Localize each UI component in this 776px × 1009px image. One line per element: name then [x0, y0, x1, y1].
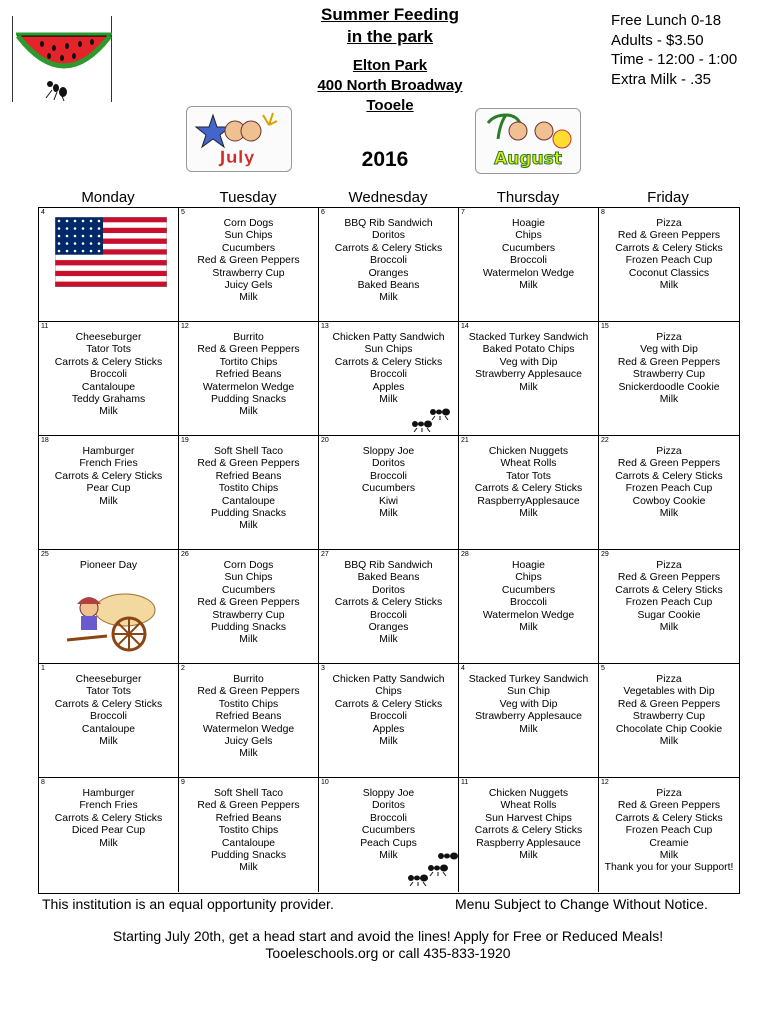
day-number: 7 — [461, 209, 465, 216]
calendar-cell — [179, 436, 319, 550]
menu-item: Strawberry Cup — [632, 711, 706, 723]
day-number: 4 — [461, 665, 465, 672]
day-number: 11 — [41, 323, 49, 330]
venue-city: Tooele — [366, 97, 414, 114]
menu-item: Doritos — [372, 458, 405, 470]
menu-item: Red & Green Peppers — [197, 686, 300, 698]
menu-item: Pizza — [656, 332, 682, 343]
menu-items — [459, 560, 598, 634]
menu-item: Strawberry Cup — [212, 267, 285, 279]
menu-item: Broccoli — [90, 369, 127, 381]
menu-items — [39, 446, 178, 508]
menu-item: Red & Green Peppers — [617, 458, 721, 470]
menu-item: Pizza — [656, 446, 682, 457]
title-block — [290, 4, 490, 48]
menu-item: Red & Green Peppers — [197, 597, 300, 609]
calendar-cell — [319, 436, 459, 550]
day-number: 9 — [181, 779, 185, 786]
day-number: 29 — [601, 551, 609, 558]
menu-item: Chips — [515, 572, 542, 584]
menu-item: Corn Dogs — [223, 560, 274, 571]
menu-item: Teddy Grahams — [71, 394, 146, 406]
menu-item: Milk — [379, 634, 398, 646]
year: 2016 — [361, 148, 409, 171]
menu-item: Diced Pear Cup — [71, 825, 146, 837]
day-number: 6 — [321, 209, 325, 216]
menu-item: Burrito — [233, 674, 264, 685]
calendar-cell — [39, 436, 179, 550]
menu-item: Doritos — [372, 230, 405, 242]
menu-item: Carrots & Celery Sticks — [615, 242, 723, 254]
calendar-cell — [599, 550, 739, 664]
calendar-cell — [459, 550, 599, 664]
menu-items — [319, 332, 458, 406]
menu-item: Pizza — [656, 560, 682, 571]
menu-item: Milk — [659, 394, 679, 406]
menu-item: French Fries — [79, 458, 138, 470]
menu-item: Milk — [519, 280, 538, 292]
menu-item: Vegetables with Dip — [623, 686, 715, 698]
calendar-cell — [179, 664, 319, 778]
menu-item: Sun Chip — [507, 686, 550, 698]
menu-item: Strawberry Applesauce — [475, 711, 582, 723]
weekday-thursday: Thursday — [496, 189, 560, 206]
calendar-cell — [599, 664, 739, 778]
day-number: 13 — [321, 323, 329, 330]
menu-item: Milk — [659, 508, 679, 520]
free-lunch-info: Free Lunch 0-18 — [611, 12, 722, 29]
weekday-monday: Monday — [81, 189, 135, 206]
equal-opportunity-note: This institution is an equal opportunity provider. — [42, 896, 334, 912]
menu-item: Pioneer Day — [79, 560, 138, 571]
subject-to-change-note: Menu Subject to Change Without Notice. — [455, 896, 708, 912]
page-title-line2: in the park — [347, 27, 433, 46]
menu-item: Red & Green Peppers — [617, 800, 721, 812]
day-number: 2 — [181, 665, 185, 672]
menu-item: Milk — [99, 837, 118, 849]
bottom-notice — [0, 928, 776, 962]
july-label: July — [219, 148, 255, 168]
menu-item: Strawberry Cup — [212, 609, 285, 621]
menu-item: Chips — [375, 686, 402, 698]
menu-item: Chicken Patty Sandwich — [332, 674, 445, 685]
august-label: August — [494, 149, 562, 169]
day-number: 20 — [321, 437, 329, 444]
menu-item: Watermelon Wedge — [202, 381, 295, 393]
menu-item: Broccoli — [370, 369, 407, 381]
day-number: 4 — [41, 209, 45, 216]
menu-items — [459, 332, 598, 394]
menu-item: Broccoli — [370, 255, 407, 267]
ants-icon — [409, 404, 455, 432]
menu-item: Pudding Snacks — [210, 394, 287, 406]
day-number: 3 — [321, 665, 325, 672]
menu-items — [319, 218, 458, 305]
menu-item: Hamburger — [82, 788, 135, 799]
menu-item: Pudding Snacks — [210, 508, 287, 520]
menu-item: Red & Green Peppers — [617, 572, 721, 584]
menu-item: BBQ Rib Sandwich — [344, 218, 433, 229]
menu-item: Tortito Chips — [219, 356, 278, 368]
menu-item: Milk — [519, 622, 538, 634]
menu-item: Carrots & Celery Sticks — [334, 597, 443, 609]
calendar-cell — [459, 778, 599, 892]
menu-item: French Fries — [79, 800, 138, 812]
day-number: 5 — [181, 209, 185, 216]
day-number: 8 — [601, 209, 605, 216]
menu-item: Cucumbers — [501, 242, 556, 254]
menu-item: Pizza — [656, 788, 682, 799]
menu-item: Refried Beans — [215, 369, 282, 381]
day-number: 18 — [41, 437, 49, 444]
menu-item: Milk — [659, 736, 679, 748]
menu-item: Wheat Rolls — [500, 800, 557, 812]
menu-item: Corn Dogs — [223, 218, 274, 229]
calendar-cell — [39, 550, 179, 664]
menu-item: Cheeseburger — [75, 674, 142, 685]
menu-items — [39, 674, 178, 748]
menu-item: Veg with Dip — [640, 344, 698, 356]
menu-items — [39, 788, 178, 850]
menu-item: Tator Tots — [506, 470, 551, 482]
menu-item: Wheat Rolls — [500, 458, 557, 470]
menu-item: Milk — [379, 508, 398, 520]
menu-items — [179, 332, 318, 419]
menu-item: Carrots & Celery Sticks — [54, 470, 163, 482]
menu-item: Watermelon Wedge — [482, 609, 575, 621]
menu-item: Carrots & Celery Sticks — [474, 825, 583, 837]
menu-item: Cantaloupe — [81, 723, 136, 735]
menu-item: Milk — [99, 736, 118, 748]
menu-item: Soft Shell Taco — [213, 788, 284, 799]
menu-item: Milk — [239, 520, 258, 532]
menu-items — [179, 560, 318, 647]
calendar-cell — [319, 550, 459, 664]
menu-item: Pudding Snacks — [210, 622, 287, 634]
weekday-tuesday: Tuesday — [219, 189, 277, 206]
menu-item: Sun Chips — [224, 230, 273, 242]
menu-item: Cucumbers — [361, 483, 416, 495]
menu-item: Milk — [659, 280, 679, 292]
menu-item: Carrots & Celery Sticks — [334, 698, 443, 710]
menu-items — [599, 674, 739, 748]
calendar-cell — [459, 208, 599, 322]
menu-item: Creamie — [649, 837, 689, 849]
menu-item: Hoagie — [512, 218, 545, 229]
menu-items — [459, 446, 598, 520]
menu-item: Cucumbers — [221, 584, 276, 596]
calendar-cell — [599, 208, 739, 322]
price-info — [611, 11, 737, 89]
menu-item: Chicken Patty Sandwich — [332, 332, 445, 343]
menu-items — [599, 446, 739, 520]
watermelon-ant-icon — [12, 18, 112, 102]
menu-item: Milk — [519, 508, 538, 520]
menu-item: Cowboy Cookie — [632, 495, 706, 507]
menu-item: Hoagie — [512, 560, 545, 571]
menu-item: Cantaloupe — [221, 837, 276, 849]
menu-item: Oranges — [368, 267, 409, 279]
menu-items — [39, 332, 178, 419]
calendar-cell — [39, 664, 179, 778]
calendar-cell — [319, 208, 459, 322]
day-number: 26 — [181, 551, 189, 558]
menu-item: Red & Green Peppers — [617, 698, 721, 710]
calendar-cell — [39, 778, 179, 892]
menu-item: Broccoli — [370, 812, 407, 824]
venue-name: Elton Park — [352, 57, 428, 74]
menu-item: Watermelon Wedge — [202, 723, 295, 735]
menu-item: Carrots & Celery Sticks — [615, 584, 723, 596]
menu-item: Tator Tots — [86, 686, 131, 698]
menu-item: Sloppy Joe — [362, 446, 415, 457]
menu-item: Tostito Chips — [218, 483, 279, 495]
menu-item: Broccoli — [510, 255, 547, 267]
menu-item: Cucumbers — [361, 825, 416, 837]
menu-item: Carrots & Celery Sticks — [54, 812, 163, 824]
menu-item: Milk — [239, 406, 258, 418]
menu-item: Chicken Nuggets — [488, 788, 569, 799]
menu-item: Chips — [515, 230, 542, 242]
menu-item: Strawberry Applesauce — [475, 369, 582, 381]
day-number: 19 — [181, 437, 189, 444]
menu-item: Frozen Peach Cup — [625, 597, 713, 609]
day-number: 11 — [461, 779, 469, 786]
menu-item: Chicken Nuggets — [488, 446, 569, 457]
menu-item: Watermelon Wedge — [482, 267, 575, 279]
august-badge — [475, 108, 581, 174]
menu-item: Frozen Peach Cup — [625, 255, 713, 267]
weekday-wednesday: Wednesday — [348, 189, 428, 206]
august-clipart-icon — [476, 109, 580, 173]
menu-item: Broccoli — [90, 711, 127, 723]
menu-item: Coconut Classics — [628, 267, 710, 279]
menu-item: Carrots & Celery Sticks — [474, 483, 583, 495]
menu-item: Baked Beans — [357, 572, 420, 584]
day-number: 12 — [601, 779, 609, 786]
menu-item: Milk — [519, 850, 538, 862]
menu-item: Milk — [379, 850, 398, 862]
day-number: 25 — [41, 551, 49, 558]
menu-items — [179, 218, 318, 305]
calendar-cell — [39, 208, 179, 322]
calendar-cell — [319, 664, 459, 778]
menu-item: Snickerdoodle Cookie — [618, 381, 720, 393]
calendar-cell — [179, 322, 319, 436]
menu-item: Sun Chips — [224, 572, 273, 584]
menu-item: Frozen Peach Cup — [625, 483, 713, 495]
menu-items — [319, 560, 458, 647]
menu-item: Broccoli — [370, 711, 407, 723]
menu-items — [599, 560, 739, 634]
menu-item: Carrots & Celery Sticks — [615, 812, 723, 824]
menu-item: Broccoli — [510, 597, 547, 609]
menu-item: Milk — [99, 495, 118, 507]
weekday-headers — [38, 189, 740, 206]
menu-item: Cucumbers — [501, 584, 556, 596]
day-number: 14 — [461, 323, 469, 330]
ants-icon — [405, 850, 459, 886]
day-number: 5 — [601, 665, 605, 672]
day-number: 22 — [601, 437, 609, 444]
day-number: 21 — [461, 437, 469, 444]
menu-item: Thank you for your Support! — [604, 862, 734, 874]
menu-item: Milk — [519, 723, 538, 735]
day-number: 15 — [601, 323, 609, 330]
calendar-cell — [319, 778, 459, 892]
menu-item: Milk — [379, 292, 398, 304]
menu-item: Carrots & Celery Sticks — [334, 242, 443, 254]
american-flag-icon — [55, 217, 167, 287]
menu-items — [179, 674, 318, 761]
calendar-cell — [599, 436, 739, 550]
menu-item: Pudding Snacks — [210, 850, 287, 862]
day-number: 10 — [321, 779, 329, 786]
menu-item: Tator Tots — [86, 344, 131, 356]
menu-item: Sun Chips — [364, 344, 413, 356]
menu-item: Cucumbers — [221, 242, 276, 254]
menu-item: Milk — [99, 406, 118, 418]
menu-item: Refried Beans — [215, 711, 282, 723]
menu-items — [459, 674, 598, 736]
menu-item: Carrots & Celery Sticks — [54, 698, 163, 710]
calendar-cell — [39, 322, 179, 436]
menu-items — [179, 788, 318, 875]
calendar-cell — [319, 322, 459, 436]
menu-item: Red & Green Peppers — [197, 255, 300, 267]
menu-item: BBQ Rib Sandwich — [344, 560, 433, 571]
menu-item: Red & Green Peppers — [197, 800, 300, 812]
menu-item: Pizza — [656, 674, 682, 685]
page-title-line1: Summer Feeding — [321, 5, 459, 24]
menu-item: Kiwi — [378, 495, 399, 507]
day-number: 28 — [461, 551, 469, 558]
menu-item: Milk — [239, 634, 258, 646]
menu-item: Pear Cup — [86, 483, 131, 495]
menu-item: Milk — [519, 381, 538, 393]
venue-address: 400 North Broadway — [317, 77, 463, 94]
menu-items — [599, 218, 739, 292]
menu-items — [319, 674, 458, 748]
menu-item: Apples — [372, 723, 405, 735]
menu-item: Milk — [239, 292, 258, 304]
menu-item: Stacked Turkey Sandwich — [468, 332, 589, 343]
menu-item: Carrots & Celery Sticks — [615, 470, 723, 482]
menu-item: Refried Beans — [215, 812, 282, 824]
day-number: 27 — [321, 551, 329, 558]
day-number: 12 — [181, 323, 189, 330]
calendar-cell — [459, 664, 599, 778]
menu-item: Oranges — [368, 622, 409, 634]
menu-item: Strawberry Cup — [632, 369, 706, 381]
menu-item: Cantaloupe — [221, 495, 276, 507]
menu-item: Red & Green Peppers — [197, 344, 300, 356]
menu-item: RaspberryApplesauce — [477, 495, 580, 507]
menu-item: Hamburger — [82, 446, 135, 457]
menu-item: Milk — [659, 850, 679, 862]
day-number: 1 — [41, 665, 45, 672]
menu-items — [319, 446, 458, 520]
menu-item: Milk — [239, 862, 258, 874]
menu-item: Doritos — [372, 584, 405, 596]
calendar-cell — [179, 550, 319, 664]
time-info: Time - 12:00 - 1:00 — [611, 51, 738, 68]
calendar-cell — [599, 322, 739, 436]
menu-item: Veg with Dip — [499, 356, 558, 368]
menu-item: Milk — [239, 748, 258, 760]
menu-item: Baked Beans — [357, 280, 420, 292]
menu-item: Chocolate Chip Cookie — [615, 723, 723, 735]
menu-item: Tostito Chips — [218, 825, 279, 837]
menu-items — [39, 560, 178, 572]
menu-item: Juicy Gels — [224, 736, 273, 748]
menu-item: Cheeseburger — [75, 332, 142, 343]
menu-item: Sloppy Joe — [362, 788, 415, 799]
headstart-notice: Starting July 20th, get a head start and avoid the lines! Apply for Free or Reduced Meals! — [112, 928, 664, 944]
menu-items — [599, 788, 739, 875]
menu-items — [179, 446, 318, 533]
menu-item: Cantaloupe — [81, 381, 136, 393]
menu-item: Carrots & Celery Sticks — [334, 356, 443, 368]
extra-milk-info: Extra Milk - .35 — [611, 70, 712, 88]
menu-item: Veg with Dip — [499, 698, 558, 710]
menu-item: Doritos — [372, 800, 405, 812]
menu-item: Milk — [659, 622, 679, 634]
menu-item: Red & Green Peppers — [197, 458, 300, 470]
menu-calendar — [38, 207, 740, 894]
menu-item: Frozen Peach Cup — [625, 825, 713, 837]
menu-item: Carrots & Celery Sticks — [54, 356, 163, 368]
day-number: 8 — [41, 779, 45, 786]
menu-item: Tostito Chips — [218, 698, 279, 710]
adult-price-info: Adults - $3.50 — [611, 31, 704, 49]
venue-block — [290, 56, 490, 116]
menu-item: Sun Harvest Chips — [485, 812, 572, 824]
july-badge — [186, 106, 292, 172]
menu-item: Refried Beans — [215, 470, 282, 482]
menu-item: Baked Potato Chips — [482, 344, 575, 356]
menu-item: Sugar Cookie — [637, 609, 701, 621]
menu-item: Apples — [372, 381, 405, 393]
menu-item: Red & Green Peppers — [617, 356, 721, 368]
pioneer-wagon-icon — [63, 590, 159, 654]
contact-notice: Tooeleschools.org or call 435-833-1920 — [265, 945, 511, 961]
menu-item: Peach Cups — [360, 837, 417, 849]
menu-item: Juicy Gels — [224, 280, 273, 292]
calendar-cell — [179, 208, 319, 322]
menu-item: Raspberry Applesauce — [476, 837, 581, 849]
menu-item: Milk — [379, 394, 398, 406]
menu-item: Burrito — [233, 332, 264, 343]
menu-item: Red & Green Peppers — [617, 230, 721, 242]
menu-item: Broccoli — [370, 470, 407, 482]
menu-item: Stacked Turkey Sandwich — [468, 674, 589, 685]
menu-item: Broccoli — [370, 609, 407, 621]
menu-items — [599, 332, 739, 406]
calendar-cell — [459, 322, 599, 436]
menu-items — [459, 218, 598, 292]
calendar-cell — [459, 436, 599, 550]
july-clipart-icon — [187, 107, 291, 171]
calendar-cell — [179, 778, 319, 892]
menu-item: Pizza — [656, 218, 682, 229]
menu-items — [459, 788, 598, 862]
weekday-friday: Friday — [647, 189, 689, 206]
menu-item: Soft Shell Taco — [213, 446, 284, 457]
calendar-cell — [599, 778, 739, 892]
menu-item: Milk — [379, 736, 398, 748]
